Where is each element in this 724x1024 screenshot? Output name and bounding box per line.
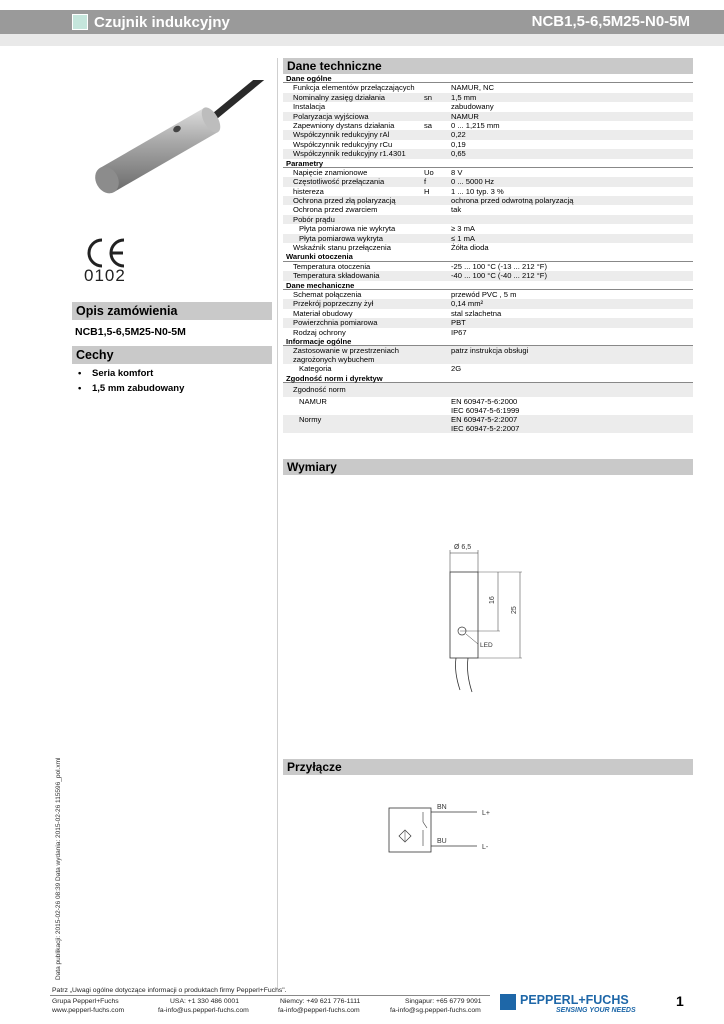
conn-heading: Przyłącze: [283, 759, 693, 775]
brand-logo: [500, 992, 650, 1016]
tech-row: NAMUR EN 60947-5-6:2000 IEC 60947-5-6:1999: [299, 397, 520, 416]
brand-name: PEPPERL+FUCHS: [520, 993, 629, 1007]
tech-row: Pobór prądu: [283, 215, 693, 224]
ce-mark-icon: [82, 236, 130, 270]
group-norms: Zgodność norm i dyrektyw: [283, 374, 693, 383]
header-sub-strip: [0, 34, 724, 46]
tech-row: Zastosowanie w przestrzeniach patrz instrukcja obsługi zagrożonych wybuchem: [283, 346, 693, 364]
brand-slogan: SENSING YOUR NEEDS: [556, 1007, 636, 1014]
tech-row: Współczynnik redukcyjny rCu 0,19: [293, 139, 466, 149]
page-number: 1: [676, 993, 684, 1009]
publication-info: Data publikacji: 2015-02-26 08:39 Data wydania: 2015-02-26 115596_pol.xml: [55, 757, 62, 980]
dim-25-label: 25: [511, 606, 518, 614]
header-square-icon: [72, 14, 88, 30]
tech-row: Ochrona przed zwarciem tak: [293, 205, 462, 215]
group-params: Parametry: [283, 159, 693, 168]
bu-label: BU: [437, 838, 447, 845]
order-code: NCB1,5-6,5M25-N0-5M: [75, 326, 186, 338]
order-heading: Opis zamówienia: [72, 302, 272, 320]
footer-usa: USA: +1 330 486 0001: [170, 998, 239, 1005]
features-list: [78, 368, 184, 398]
tech-row: Częstotliwość przełączania f 0 ... 5000 Hz: [283, 177, 693, 186]
tech-row: Zgodność norm: [283, 383, 693, 397]
feature-item: • Seria komfort: [78, 368, 184, 379]
tech-row: Temperatura otoczenia -25 ... 100 °C (-13 ... 212 °F): [293, 261, 547, 271]
tech-row: Funkcja elementów przełączających NAMUR, NC: [293, 83, 495, 93]
tech-row: Temperatura składowania -40 ... 100 °C (-40 ... 212 °F): [283, 271, 693, 280]
tech-row: Rodzaj ochrony IP67: [293, 327, 467, 337]
dimension-drawing: [420, 540, 540, 700]
brand-mark-icon: [500, 994, 516, 1010]
tech-table: [283, 74, 693, 433]
diameter-label: Ø 6,5: [454, 544, 472, 551]
footer-usa-email[interactable]: fa-info@us.pepperl-fuchs.com: [158, 1007, 249, 1014]
column-divider: [277, 58, 278, 988]
bn-label: BN: [437, 804, 447, 811]
footer-singapore-email[interactable]: fa-info@sg.pepperl-fuchs.com: [390, 1007, 481, 1014]
group-general: Dane ogólne: [283, 74, 693, 83]
tech-row: histereza H 1 ... 10 typ. 3 %: [293, 186, 504, 196]
group-ambient: Warunki otoczenia: [283, 252, 693, 261]
tech-row: Materiał obudowy stal szlachetna: [293, 308, 502, 318]
tech-row: Płyta pomiarowa wykryta ≤ 1 mA: [283, 234, 693, 243]
tech-row: Kategoria 2G: [299, 364, 462, 374]
footer-divider: [50, 995, 490, 996]
page-header: [0, 10, 724, 34]
top-strip: [0, 0, 724, 10]
group-info: Informacje ogólne: [283, 337, 693, 346]
tech-row: Napięcie znamionowe Uo 8 V: [293, 167, 463, 177]
footer-germany: Niemcy: +49 621 776-1111: [280, 998, 361, 1005]
tech-row: Współczynnik redukcyjny rAl 0,22: [283, 130, 693, 139]
model-number: NCB1,5-6,5M25-N0-5M: [531, 13, 690, 30]
tech-row: Przekrój poprzeczny żył 0,14 mm²: [283, 299, 693, 308]
footer-note: Patrz „Uwagi ogólne dotyczące informacji o produktach firmy Pepperl+Fuchs".: [52, 987, 287, 994]
led-label: LED: [480, 642, 493, 649]
feature-item: • 1,5 mm zabudowany: [78, 383, 184, 394]
tech-row: Schemat połączenia przewód PVC , 5 m: [293, 289, 517, 299]
tech-row: Płyta pomiarowa nie wykryta ≥ 3 mA: [299, 224, 476, 234]
lplus-label: L+: [482, 810, 490, 817]
lminus-label: L-: [482, 844, 489, 851]
tech-row: Ochrona przed złą polaryzacją ochrona przed odwrotną polaryzacją: [283, 196, 693, 205]
features-heading: Cechy: [72, 346, 272, 364]
page-title: Czujnik indukcyjny: [94, 13, 230, 31]
tech-row: Instalacja zabudowany: [293, 102, 494, 112]
tech-row: Nominalny zasięg działania sn 1,5 mm: [283, 93, 693, 102]
tech-heading: Dane techniczne: [283, 58, 693, 74]
footer-germany-email[interactable]: fa-info@pepperl-fuchs.com: [278, 1007, 360, 1014]
dim-16-label: 16: [489, 596, 496, 604]
tech-row: Zapewniony dystans działania sa 0 ... 1,215 mm: [293, 120, 500, 130]
dims-heading: Wymiary: [283, 459, 693, 475]
tech-row: Powierzchnia pomiarowa PBT: [283, 318, 693, 327]
tech-row: Normy EN 60947-5-2:2007 IEC 60947-5-2:2007: [283, 415, 693, 433]
product-photo: [86, 80, 276, 210]
tech-row: Wskaźnik stanu przełączenia Żółta dioda: [293, 243, 489, 253]
footer-group-link[interactable]: www.pepperl-fuchs.com: [52, 1007, 125, 1014]
group-mech: Dane mechaniczne: [283, 281, 693, 290]
connection-diagram: [385, 798, 505, 858]
tech-row: Polaryzacja wyjściowa NAMUR: [283, 112, 693, 121]
footer-group: Grupa Pepperl+Fuchs: [52, 998, 119, 1005]
tech-row: Współczynnik redukcyjny r1.4301 0,65: [283, 149, 693, 158]
ce-code: 0102: [84, 266, 126, 285]
footer-singapore: Singapur: +65 6779 9091: [405, 998, 482, 1005]
